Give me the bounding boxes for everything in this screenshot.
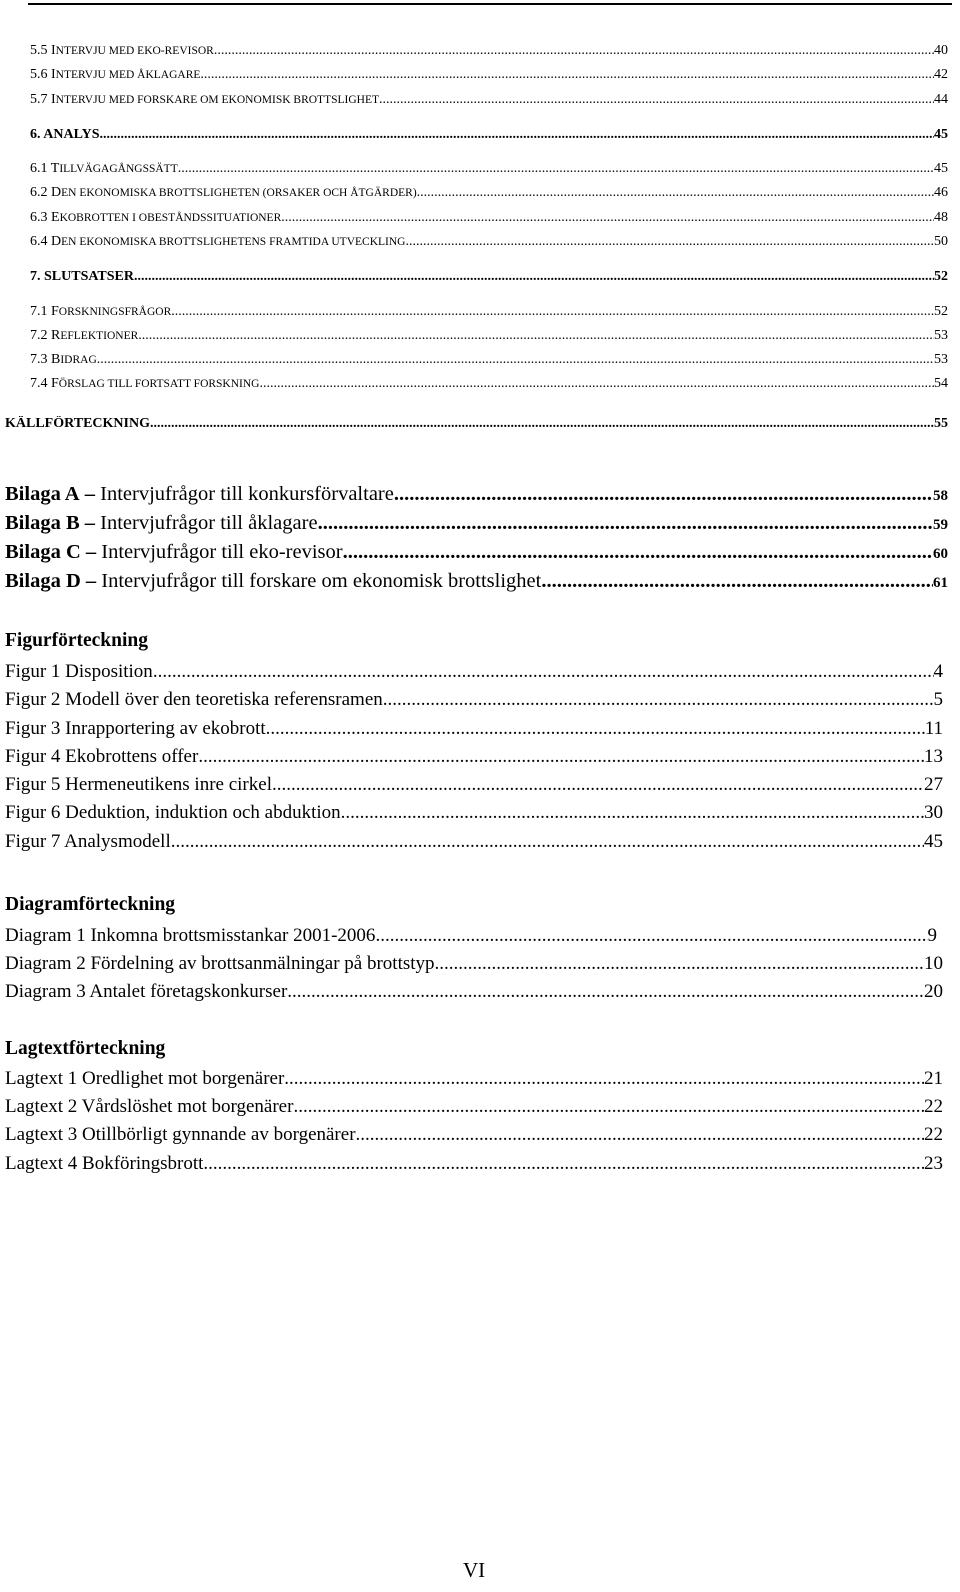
figure-entry[interactable]: Figur 2 Modell över den teoretiska referensramen ..... 5 xyxy=(5,689,943,711)
page-ref: 58 xyxy=(933,488,948,504)
page-ref: 4 xyxy=(933,661,943,682)
dot-leader xyxy=(260,376,935,392)
dot-leader xyxy=(266,718,925,740)
toc-entry-chapter[interactable]: 7. SLUTSATSER ..... 52 xyxy=(30,269,948,285)
dot-leader xyxy=(150,416,934,432)
dot-leader xyxy=(541,570,933,593)
dot-leader xyxy=(203,1153,924,1175)
page-ref: 23 xyxy=(924,1153,943,1174)
law-entry[interactable]: Lagtext 2 Vårdslöshet mot borgenärer ..... 22 xyxy=(5,1096,943,1118)
appendix-entry[interactable]: Bilaga B – Intervjufrågor till åklagare ..... 59 xyxy=(5,512,948,535)
figure-entry[interactable]: Figur 5 Hermeneutikens inre cirkel ..... 27 xyxy=(5,774,943,796)
page-ref: 55 xyxy=(934,416,948,431)
page-ref: 10 xyxy=(924,953,943,974)
dot-leader xyxy=(200,67,934,83)
page-ref: 54 xyxy=(934,376,948,391)
page-ref: 13 xyxy=(924,746,943,767)
toc-entry[interactable]: 5.7 INTERVJU MED FORSKARE OM EKONOMISK BROTTSLIGHET ..... 44 xyxy=(30,92,948,108)
dot-leader xyxy=(318,512,933,535)
appendix-entry[interactable]: Bilaga A – Intervjufrågor till konkursförvaltare ..... 58 xyxy=(5,483,948,506)
toc-entry[interactable]: 5.5 INTERVJU MED EKO-REVISOR ..... 40 xyxy=(30,43,948,59)
page-ref: 52 xyxy=(934,304,948,319)
diagram-entry[interactable]: Diagram 2 Fördelning av brottsanmälningar på brottstyp ..... 10 xyxy=(5,953,943,975)
dot-leader xyxy=(341,802,924,824)
toc-entry[interactable]: 7.3 BIDRAG ..... 53 xyxy=(30,352,948,368)
dot-leader xyxy=(375,925,927,947)
page-ref: 21 xyxy=(924,1068,943,1089)
page-ref: 9 xyxy=(927,925,937,946)
dot-leader xyxy=(293,1096,924,1118)
toc-entry[interactable]: 6.1 TILLVÄGAGÅNGSSÄTT ..... 45 xyxy=(30,161,948,177)
dot-leader xyxy=(100,127,934,143)
law-entry[interactable]: Lagtext 1 Oredlighet mot borgenärer ..... 21 xyxy=(5,1068,943,1090)
toc-entry[interactable]: 7.1 FORSKNINGSFRÅGOR ..... 52 xyxy=(30,304,948,320)
page-ref: 45 xyxy=(934,127,948,142)
dot-leader xyxy=(405,234,934,250)
page-ref: 5 xyxy=(933,689,943,710)
dot-leader xyxy=(417,185,934,201)
toc-entry[interactable]: 6.2 DEN EKONOMISKA BROTTSLIGHETEN (ORSAKER OCH ÅTGÄRDER) ..... 46 xyxy=(30,185,948,201)
dot-leader xyxy=(272,774,924,796)
page-ref: 11 xyxy=(924,718,943,739)
page-ref: 30 xyxy=(924,802,943,823)
page-ref: 40 xyxy=(934,43,948,58)
page-ref: 53 xyxy=(934,328,948,343)
dot-leader xyxy=(178,161,934,177)
figure-entry[interactable]: Figur 3 Inrapportering av ekobrott ..... 11 xyxy=(5,718,943,740)
toc-entry[interactable]: 6.3 EKOBROTTEN I OBESTÅNDSSITUATIONER ..... 48 xyxy=(30,210,948,226)
appendix-entry[interactable]: Bilaga D – Intervjufrågor till forskare om ekonomisk brottslighet ..... 61 xyxy=(5,570,948,593)
page-ref: 48 xyxy=(934,210,948,225)
dot-leader xyxy=(287,981,924,1003)
top-rule xyxy=(28,3,952,5)
figure-entry[interactable]: Figur 4 Ekobrottens offer ..... 13 xyxy=(5,746,943,768)
dot-leader xyxy=(214,43,934,59)
page-ref: 53 xyxy=(934,352,948,367)
diagram-list-heading: Diagramförteckning xyxy=(5,894,176,915)
dot-leader xyxy=(356,1124,924,1146)
page-ref: 22 xyxy=(924,1096,943,1117)
dot-leader xyxy=(394,483,933,506)
toc-entry[interactable]: 6.4 DEN EKONOMISKA BROTTSLIGHETENS FRAMTIDA UTVECKLING ..... 50 xyxy=(30,234,948,250)
toc-entry[interactable]: 7.4 FÖRSLAG TILL FORTSATT FORSKNING ..... 54 xyxy=(30,376,948,392)
dot-leader xyxy=(171,304,934,320)
dot-leader xyxy=(171,831,924,853)
toc-entry-chapter[interactable]: KÄLLFÖRTECKNING ..... 55 xyxy=(5,416,948,432)
law-entry[interactable]: Lagtext 3 Otillbörligt gynnande av borgenärer ..... 22 xyxy=(5,1124,943,1146)
diagram-entry[interactable]: Diagram 1 Inkomna brottsmisstankar 2001-2006 ..... 9 xyxy=(5,925,937,947)
dot-leader xyxy=(435,953,924,975)
page-ref: 52 xyxy=(934,269,948,284)
page-ref: 44 xyxy=(934,92,948,107)
dot-leader xyxy=(138,328,934,344)
toc-entry[interactable]: 5.6 INTERVJU MED ÅKLAGARE ..... 42 xyxy=(30,67,948,83)
page-ref: 27 xyxy=(924,774,943,795)
dot-leader xyxy=(134,269,934,285)
page-ref: 61 xyxy=(933,575,948,591)
dot-leader xyxy=(383,689,934,711)
dot-leader xyxy=(284,1068,924,1090)
dot-leader xyxy=(343,541,933,564)
figure-list-heading: Figurförteckning xyxy=(5,630,148,651)
page-ref: 20 xyxy=(924,981,943,1002)
page-ref: 45 xyxy=(924,831,943,852)
law-entry[interactable]: Lagtext 4 Bokföringsbrott ..... 23 xyxy=(5,1153,943,1175)
page-ref: 60 xyxy=(933,546,948,562)
page-ref: 22 xyxy=(924,1124,943,1145)
dot-leader xyxy=(153,661,934,683)
diagram-entry[interactable]: Diagram 3 Antalet företagskonkurser ..... 20 xyxy=(5,981,943,1003)
page-ref: 50 xyxy=(934,234,948,249)
page-ref: 42 xyxy=(934,67,948,82)
page-ref: 46 xyxy=(934,185,948,200)
page-ref: 59 xyxy=(933,517,948,533)
figure-entry[interactable]: Figur 1 Disposition ..... 4 xyxy=(5,661,943,683)
dot-leader xyxy=(281,210,934,226)
dot-leader xyxy=(198,746,924,768)
toc-entry-chapter[interactable]: 6. ANALYS ..... 45 xyxy=(30,127,948,143)
appendix-entry[interactable]: Bilaga C – Intervjufrågor till eko-revisor ..... 60 xyxy=(5,541,948,564)
dot-leader xyxy=(379,92,934,108)
toc-entry[interactable]: 7.2 REFLEKTIONER ..... 53 xyxy=(30,328,948,344)
figure-entry[interactable]: Figur 6 Deduktion, induktion och abduktion ..... 30 xyxy=(5,802,943,824)
page-ref: 45 xyxy=(934,161,948,176)
page-number: VI xyxy=(463,1558,486,1582)
dot-leader xyxy=(97,352,934,368)
figure-entry[interactable]: Figur 7 Analysmodell ..... 45 xyxy=(5,831,943,853)
law-list-heading: Lagtextförteckning xyxy=(5,1038,166,1059)
